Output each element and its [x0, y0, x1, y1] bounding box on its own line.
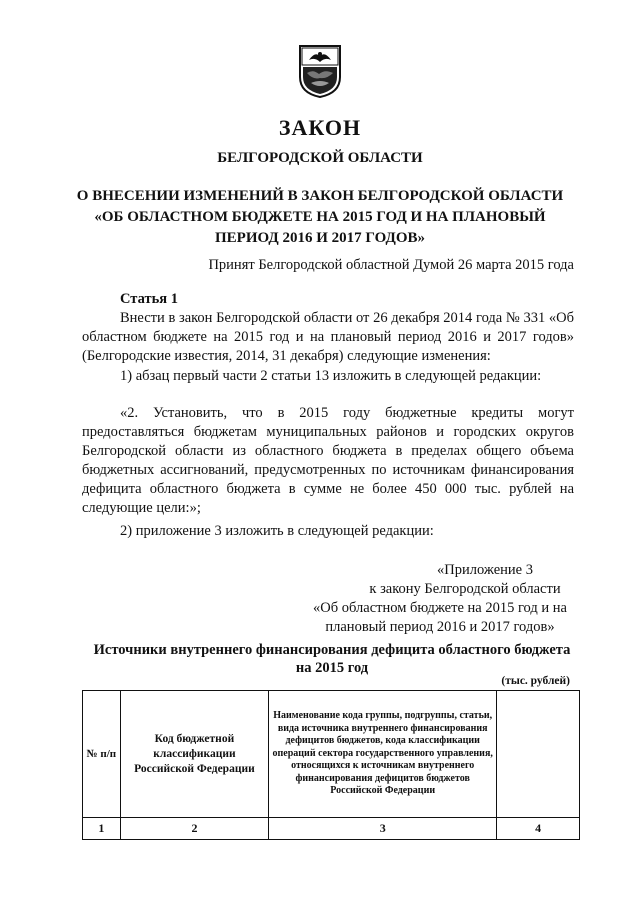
table-title-line: Источники внутреннего финансирования дефицита областного бюджета	[93, 642, 571, 658]
article-item-1: 1) абзац первый части 2 статьи 13 изложить в следующей редакции:	[120, 368, 542, 384]
appendix-line: к закону Белгородской области	[369, 581, 561, 597]
header-cell-code: Код бюджетной классификации Российской Федерации	[120, 691, 268, 818]
column-number: 3	[269, 818, 497, 840]
header-cell-number: № п/п	[83, 691, 121, 818]
quoted-paragraph: «2. Установить, что в 2015 году бюджетные кредиты могут предоставляться бюджетам муниципальных районов и городских округов Белгородской области из областного бюджета в пределах общего объема бюджетных ассигнований, предусмотренных по источникам финансирования дефицита областного бюджета в сумме не более 450 000 тыс. рублей на следующие цели:»;	[82, 405, 574, 516]
header-cell-amount	[497, 691, 580, 818]
table-title-line: на 2015 год	[295, 660, 369, 676]
units-label: (тыс. рублей)	[501, 675, 570, 687]
document-title: ЗАКОН	[278, 115, 362, 140]
appendix-line: плановый период 2016 и 2017 годов»	[325, 619, 555, 635]
table-row	[83, 818, 580, 840]
sources-table	[82, 690, 580, 840]
region-title: БЕЛГОРОДСКОЙ ОБЛАСТИ	[217, 150, 423, 166]
header-cell-name: Наименование кода группы, подгруппы, статьи, вида источника внутреннего финансирования дефицитов бюджетов, кода классификации операций сектора государственного управления, относящихся к источникам внутреннего финансирования дефицитов бюджетов Российской Федерации	[269, 691, 497, 818]
appendix-line: «Об областном бюджете на 2015 год и на	[313, 600, 567, 616]
law-heading	[0, 186, 640, 249]
coat-of-arms-icon	[297, 43, 343, 99]
column-number: 2	[120, 818, 268, 840]
law-heading-line: «ОБ ОБЛАСТНОМ БЮДЖЕТЕ НА 2015 ГОД И НА ПЛАНОВЫЙ	[94, 209, 546, 225]
article-intro: Внести в закон Белгородской области от 26 декабря 2014 года № 331 «Об областном бюджете на 2015 год и на плановый период 2016 и 2017 годов» (Белгородские известия, 2014, 31 декабря) следующие изменения:	[82, 310, 574, 364]
appendix-caption	[300, 561, 580, 637]
adoption-note: Принят Белгородской областной Думой 26 марта 2015 года	[208, 257, 574, 273]
table-header-row	[83, 691, 580, 818]
column-number: 4	[497, 818, 580, 840]
article-title: Статья 1	[120, 291, 178, 307]
article-item-2: 2) приложение 3 изложить в следующей редакции:	[120, 523, 434, 539]
column-number: 1	[83, 818, 121, 840]
appendix-line: «Приложение 3	[437, 562, 533, 578]
table-title	[82, 641, 582, 677]
law-heading-line: ПЕРИОД 2016 И 2017 ГОДОВ»	[215, 230, 425, 246]
law-heading-line: О ВНЕСЕНИИ ИЗМЕНЕНИЙ В ЗАКОН БЕЛГОРОДСКОЙ ОБЛАСТИ	[76, 188, 564, 204]
